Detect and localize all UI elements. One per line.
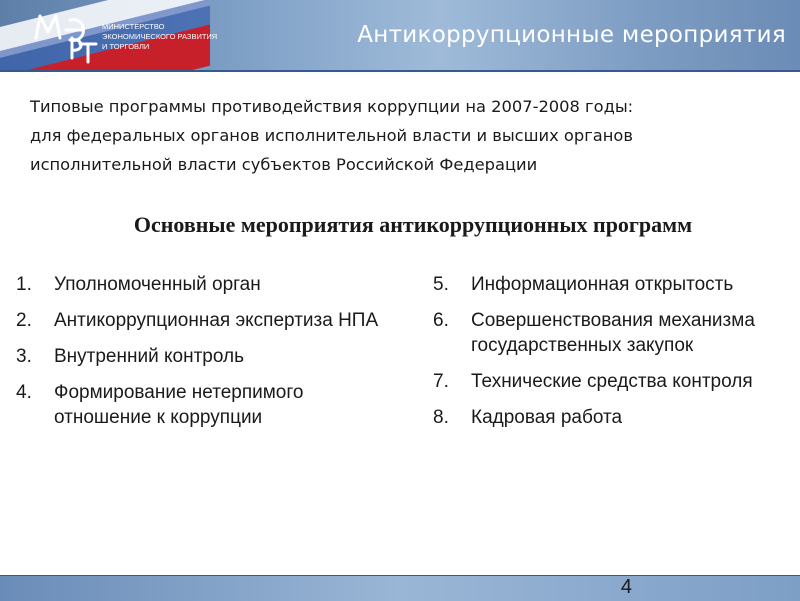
list-item-text: Технические средства контроля: [471, 371, 753, 392]
intro-line: Типовые программы противодействия коррупции на 2007-2008 годы:: [30, 97, 634, 116]
intro-line: исполнительной власти субъектов Российской Федерации: [30, 155, 538, 174]
list-item-number: 3.: [16, 346, 32, 367]
list-item-text: Уполномоченный орган: [54, 274, 261, 295]
list-item-text: Внутренний контроль: [54, 346, 244, 367]
list-item: [433, 272, 798, 297]
header-banner: [0, 0, 800, 72]
logo-caption-line: МИНИСТЕРСТВО: [102, 22, 165, 31]
section-heading: Основные мероприятия антикоррупционных программ: [133, 212, 693, 237]
slide-title: Антикоррупционные мероприятия: [357, 22, 786, 48]
intro-text: [30, 92, 790, 179]
list-item-number: 6.: [433, 310, 449, 331]
list-item-number: 8.: [433, 407, 449, 428]
list-item: [16, 344, 406, 369]
list-item-text: Информационная открытость: [471, 274, 734, 295]
list-item-text: Формирование нетерпимого отношение к коррупции: [54, 382, 304, 428]
list-item-number: 2.: [16, 310, 32, 331]
list-item: [16, 380, 406, 430]
intro-line: для федеральных органов исполнительной власти и высших органов: [30, 126, 633, 145]
list-item-number: 5.: [433, 274, 449, 295]
list-item: [433, 369, 798, 394]
mert-logo-icon: [30, 8, 102, 64]
header-divider: [0, 70, 800, 72]
measures-list-left: [16, 272, 406, 441]
logo-caption-line: ЭКОНОМИЧЕСКОГО РАЗВИТИЯ: [102, 32, 218, 41]
footer-bar: [0, 575, 800, 601]
list-item-number: 1.: [16, 274, 32, 295]
page-number: 4: [620, 576, 632, 598]
logo-caption: [102, 22, 218, 52]
list-item-number: 4.: [16, 382, 32, 403]
list-item: [433, 308, 798, 358]
measures-list-right: [433, 272, 798, 441]
list-item-text: Кадровая работа: [471, 407, 623, 428]
logo-caption-line: И ТОРГОВЛИ: [102, 42, 150, 51]
list-item: [433, 405, 798, 430]
list-item-text: Совершенствования механизма государственных закупок: [471, 310, 755, 356]
list-item: [16, 272, 406, 297]
list-item-text: Антикоррупционная экспертиза НПА: [54, 310, 379, 331]
list-item-number: 7.: [433, 371, 449, 392]
list-item: [16, 308, 406, 333]
